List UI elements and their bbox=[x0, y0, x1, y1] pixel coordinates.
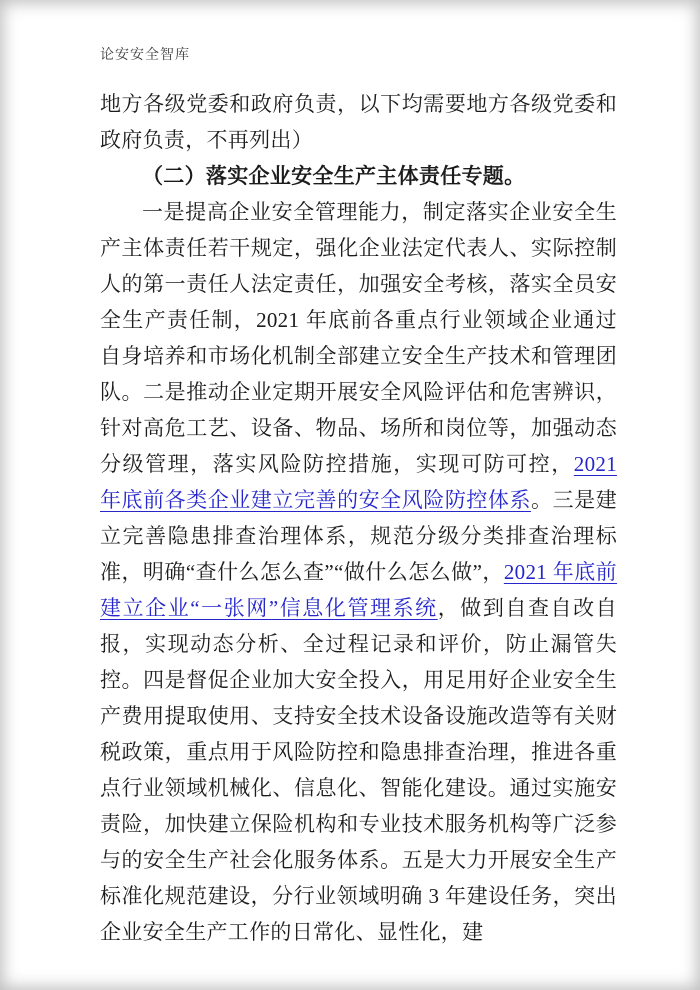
site-watermark: 论安安全智库 bbox=[100, 48, 190, 63]
body-text: 。三是建立完善隐患排查治理体系，规范分级分类排查治理标准，明确“查什么怎么查”“做什么怎么做”， bbox=[100, 488, 618, 584]
body-text: ，做到自查自改自报，实现动态分析、全过程记录和评价，防止漏管失控。四是督促企业加大安全投入，用足用好企业安全生产费用提取使用、支持安全技术设备设施改造等有关财税政策，重点用于风险防控和隐患排查治理，推进各重点行业领域机械化、信息化、智能化建设。通过实施安责险，加快建立保险机构和专业技术服务机构等广泛参与的安全生产社会化服务体系。五是大力开展安全生产标准化规范建设，分行业领域明确 3 年建设任务，突出企业安全生产工作的日常化、显性化，建 bbox=[100, 596, 617, 944]
highlighted-link-text[interactable]: 2021 年底前各类企业建立完善的安全风险防控体系 bbox=[100, 452, 617, 512]
highlighted-link-text[interactable]: 2021 年底前建立企业“一张网”信息化管理系统 bbox=[100, 560, 617, 620]
body-text: 一是提高企业安全管理能力，制定落实企业安全生产主体责任若干规定，强化企业法定代表人、实际控制人的第一责任人法定责任，加强安全考核，落实全员安全生产责任制，2021 年底前各重点行业领域企业通过自身培养和市场化机制全部建立安全生产技术和管理团队。二是推动企业定期开展安全风险评估和危害辨识，针对高危工艺、设备、物品、场所和岗位等，加强动态分级管理，落实风险防控措施，实现可防可控， bbox=[100, 200, 617, 476]
body-paragraph bbox=[100, 194, 617, 950]
section-heading bbox=[100, 158, 617, 194]
continuation-paragraph bbox=[100, 86, 617, 158]
body-text: 地方各级党委和政府负责，以下均需要地方各级党委和政府负责，不再列出） bbox=[100, 92, 617, 152]
body-text: （二）落实企业安全生产主体责任专题。 bbox=[142, 164, 526, 188]
document-body bbox=[100, 86, 617, 950]
